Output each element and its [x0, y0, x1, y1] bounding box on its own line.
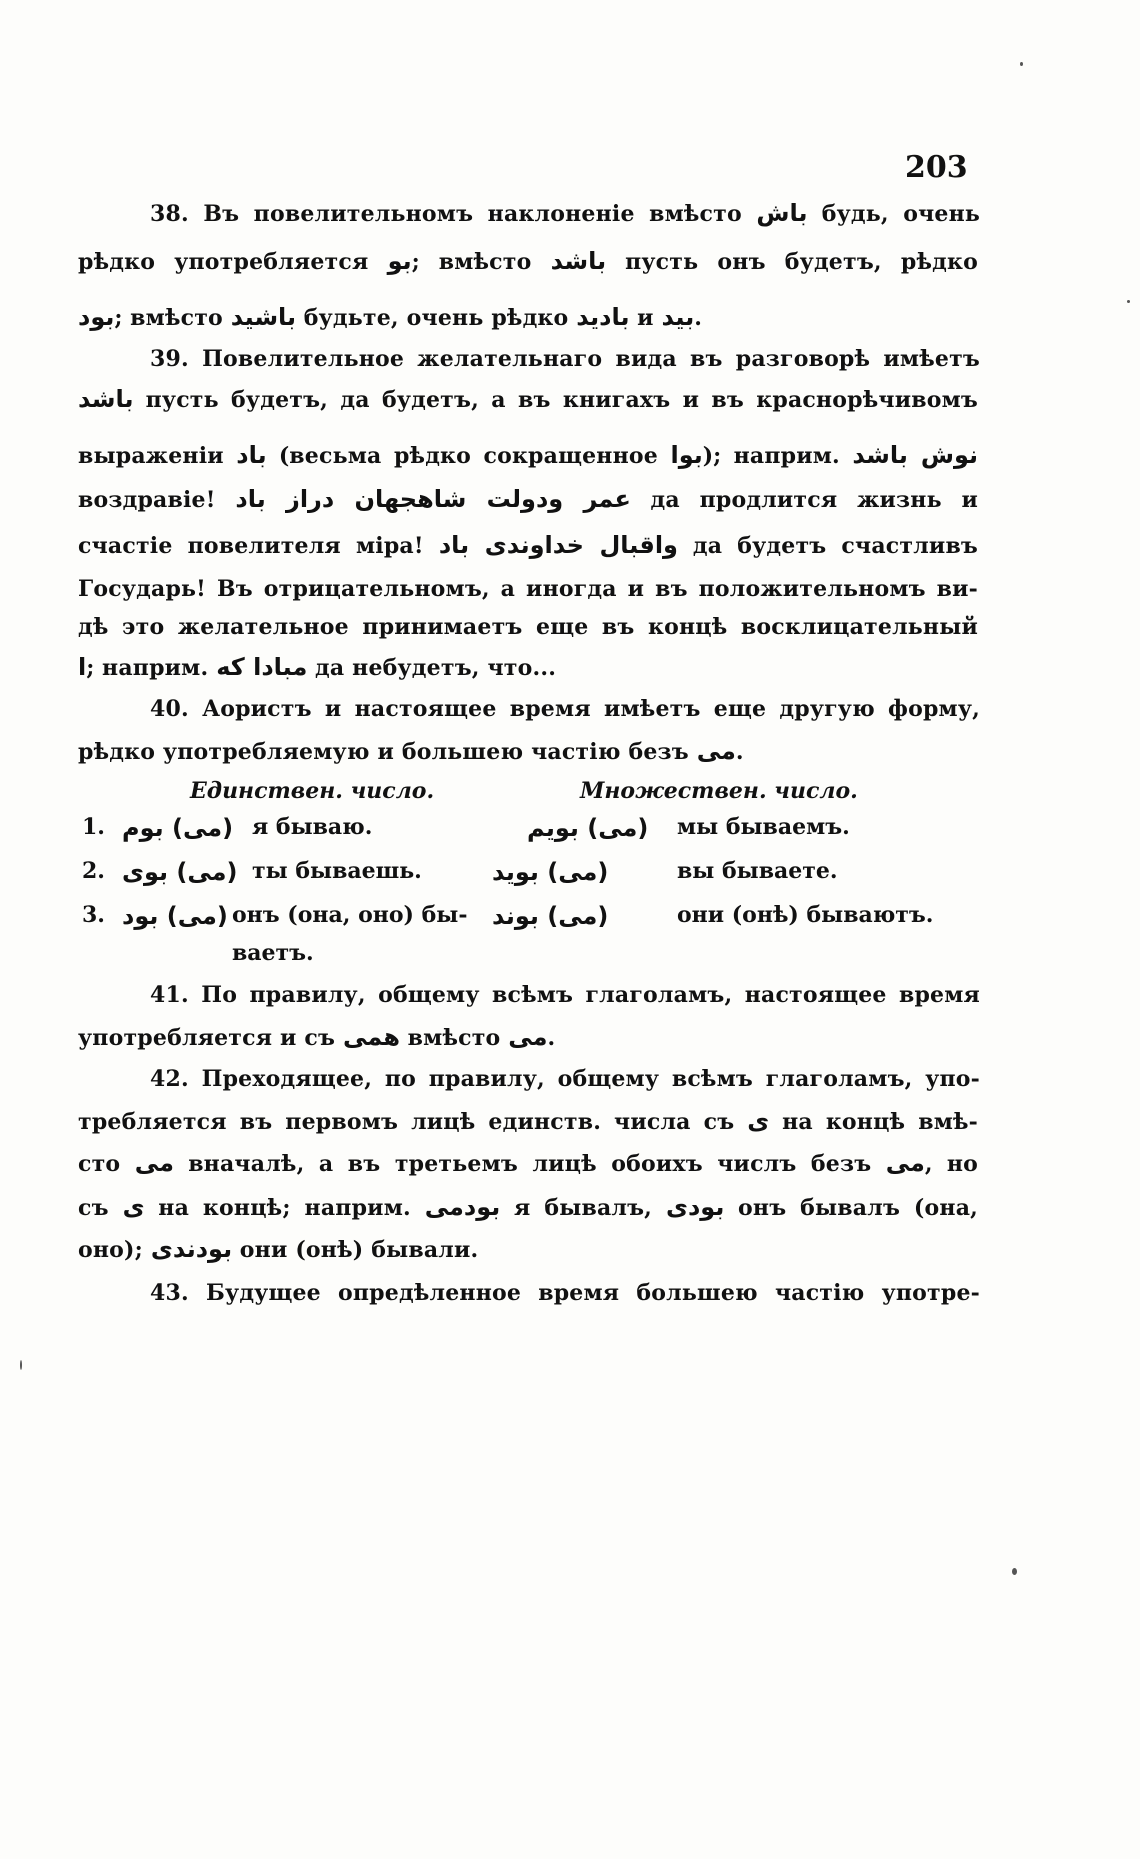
p41-l2-text-b: вмѣсто [407, 1025, 501, 1051]
p39-l3-arabic-3: نوش باشد [852, 441, 978, 469]
p42-l2-text-b: на концѣ вмѣ- [782, 1109, 978, 1135]
p39-l4-text-a: воздравіе! [78, 487, 216, 513]
p38-l2-text-b: ; вмѣсто [411, 249, 532, 275]
p42-number: 42. [150, 1066, 189, 1092]
p39-line-2 [78, 384, 978, 415]
p39-l8-arabic-1: ا [78, 653, 87, 681]
p41-l2-text-c: . [547, 1025, 556, 1051]
p38-l2-arabic-1: بو [387, 247, 412, 275]
p42-l3-arabic-2: مى [885, 1149, 925, 1177]
p42-line-5 [78, 1234, 978, 1265]
row-3-continuation-text: ваетъ. [232, 940, 314, 966]
p39-line-6 [78, 574, 978, 604]
p39-l5-text-a: счастіе повелителя міра! [78, 533, 424, 559]
p39-l5-arabic: واقبال خداوندی باد [438, 531, 678, 559]
p38-l1-text-b: будь, очень [821, 201, 980, 227]
p40-number: 40. [150, 696, 189, 722]
p39-l3-arabic-2: بوا [670, 441, 703, 469]
p39-l8-arabic-2: مبادا که [216, 653, 308, 681]
p38-l3-text-a: ; вмѣсто [114, 305, 223, 331]
row-1-russian-singular: я бываю. [252, 814, 373, 840]
p41-l2-arabic-2: مى [508, 1023, 548, 1051]
row-2-arabic-singular: (مى) بوی [122, 858, 238, 886]
p39-line-4 [78, 484, 978, 515]
p39-l8-text-a: ; наприм. [86, 655, 209, 681]
row-3-russian-plural: они (онѣ) бываютъ. [677, 902, 934, 928]
row-3-arabic-plural: (مى) بوند [492, 902, 609, 930]
p41-l1-text: По правилу, общему всѣмъ глаголамъ, настоящее время [201, 982, 980, 1008]
p42-line-1 [150, 1064, 980, 1094]
page-number: 203 [905, 150, 968, 185]
p42-l5-arabic: بودندی [150, 1235, 233, 1263]
p40-l2-text-b: . [735, 739, 744, 765]
row-3-russian-singular: онъ (она, оно) бы- [232, 902, 468, 928]
row-1-arabic-singular: (مى) بوم [122, 814, 234, 842]
table-header-singular: Единствен. число. [190, 778, 435, 804]
p41-line-1 [150, 980, 980, 1010]
row-1-arabic-plural: (مى) بویم [527, 814, 649, 842]
p42-l5-text-a: оно); [78, 1237, 143, 1263]
p39-l1-text: Повелительное желательнаго вида въ разговорѣ имѣетъ [202, 346, 980, 372]
p42-l2-text-a: требляется въ первомъ лицѣ единств. числа съ [78, 1109, 735, 1135]
p39-line-8 [78, 652, 978, 683]
row-2-russian-singular: ты бываешь. [252, 858, 422, 884]
p38-l3-text-b: будьте, очень рѣдко [303, 305, 569, 331]
row-1-russian-plural: мы бываемъ. [677, 814, 850, 840]
p39-l3-text-b: (весьма рѣдко сокращенное [278, 443, 658, 469]
p38-l2-text-a: рѣдко употребляется [78, 249, 369, 275]
p40-line-1 [150, 694, 980, 724]
p39-l8-text-b: да небудетъ, что... [314, 655, 557, 681]
p40-l1-text: Аористъ и настоящее время имѣетъ еще другую форму, [202, 696, 980, 722]
p42-line-3 [78, 1148, 978, 1179]
p38-l3-arabic-1: بود [78, 303, 115, 331]
p38-l3-text-d: . [694, 305, 702, 331]
p41-line-2 [78, 1022, 978, 1053]
table-row-3 [82, 902, 982, 936]
p39-l3-arabic-1: باد [236, 441, 267, 469]
p41-number: 41. [150, 982, 189, 1008]
p42-line-2 [78, 1106, 978, 1137]
p39-line-5 [78, 530, 978, 561]
p43-line-1 [150, 1278, 980, 1308]
p42-l4-text-a: съ [78, 1195, 109, 1221]
p42-l4-text-d: онъ бывалъ (она, [738, 1195, 978, 1221]
p40-line-2 [78, 736, 978, 767]
row-3-number: 3. [82, 902, 105, 928]
scan-speck [20, 1360, 22, 1370]
p42-l4-text-c: я бывалъ, [513, 1195, 653, 1221]
scan-speck [1020, 62, 1023, 66]
p42-l1-text: Преходящее, по правилу, общему всѣмъ глаголамъ, упо- [201, 1066, 980, 1092]
p38-l3-arabic-3: بادید [576, 303, 630, 331]
p39-l4-arabic: عمر ودولت شاهجهان دراز باد [235, 485, 631, 513]
table-header-plural: Множествен. число. [580, 778, 858, 804]
row-2-russian-plural: вы бываете. [677, 858, 838, 884]
row-2-number: 2. [82, 858, 105, 884]
p39-l2-text: пусть будетъ, да будетъ, а въ книгахъ и въ краснорѣчивомъ [145, 387, 978, 413]
p39-number: 39. [150, 346, 189, 372]
p39-l4-text-b: да продлится жизнь и [650, 487, 978, 513]
p42-l3-text-a: сто [78, 1151, 121, 1177]
p38-l3-text-c: и [637, 305, 654, 331]
row-1-number: 1. [82, 814, 105, 840]
p41-l2-text-a: употребляется и съ [78, 1025, 336, 1051]
p39-l5-text-b: да будетъ счастливъ [692, 533, 978, 559]
p42-line-4 [78, 1192, 978, 1223]
table-row-2 [82, 858, 982, 892]
p40-l2-arabic: مى [696, 737, 736, 765]
p38-l1-text-a: Въ повелительномъ наклоненіе вмѣсто [203, 201, 742, 227]
row-2-arabic-plural: (مى) بوید [492, 858, 609, 886]
p39-l7-text: дѣ это желательное принимаетъ еще въ концѣ восклицательный [78, 614, 978, 640]
p39-l2-arabic: باشد [78, 385, 134, 413]
p38-line-3 [78, 302, 978, 333]
p39-line-1 [150, 344, 980, 374]
p38-number: 38. [150, 201, 189, 227]
table-row-1 [82, 814, 982, 848]
p42-l5-text-b: они (онѣ) бывали. [239, 1237, 479, 1263]
p42-l3-text-c: , но [924, 1151, 978, 1177]
p38-l2-arabic-2: باشد [550, 247, 607, 275]
p43-number: 43. [150, 1280, 189, 1306]
p39-l6-text: Государь! Въ отрицательномъ, а иногда и въ положительномъ ви- [78, 576, 978, 602]
p42-l3-arabic-1: مى [134, 1149, 174, 1177]
p42-l4-arabic-1: ى [122, 1193, 145, 1221]
p43-l1-text: Будущее опредѣленное время большею частію употре- [206, 1280, 980, 1306]
p38-l3-arabic-2: باشید [230, 303, 297, 331]
p38-line-2 [78, 246, 978, 277]
p42-l4-text-b: на концѣ; наприм. [158, 1195, 411, 1221]
p39-line-3 [78, 440, 978, 471]
p40-l2-text-a: рѣдко употребляемую и большею частію безъ [78, 739, 689, 765]
p38-l2-text-c: пусть онъ будетъ, рѣдко [625, 249, 978, 275]
p39-l3-text-c: ); наприм. [702, 443, 840, 469]
p42-l2-arabic: ى [747, 1107, 770, 1135]
p38-l1-arabic: باش [756, 199, 808, 227]
p38-line-1 [150, 198, 980, 229]
p39-l3-text-a: выраженіи [78, 443, 224, 469]
table-row-3-continuation [82, 940, 982, 974]
p41-l2-arabic-1: همی [342, 1023, 400, 1051]
row-3-arabic-singular: (مى) بود [122, 902, 228, 930]
p38-l3-arabic-4: بید [661, 303, 695, 331]
p42-l4-arabic-3: بودی [665, 1193, 725, 1221]
p42-l4-arabic-2: بودمى [424, 1193, 501, 1221]
p39-line-7 [78, 612, 978, 642]
p42-l3-text-b: вначалѣ, а въ третьемъ лицѣ обоихъ числъ безъ [188, 1151, 872, 1177]
scan-speck [1127, 300, 1130, 303]
scan-speck [1012, 1568, 1017, 1575]
